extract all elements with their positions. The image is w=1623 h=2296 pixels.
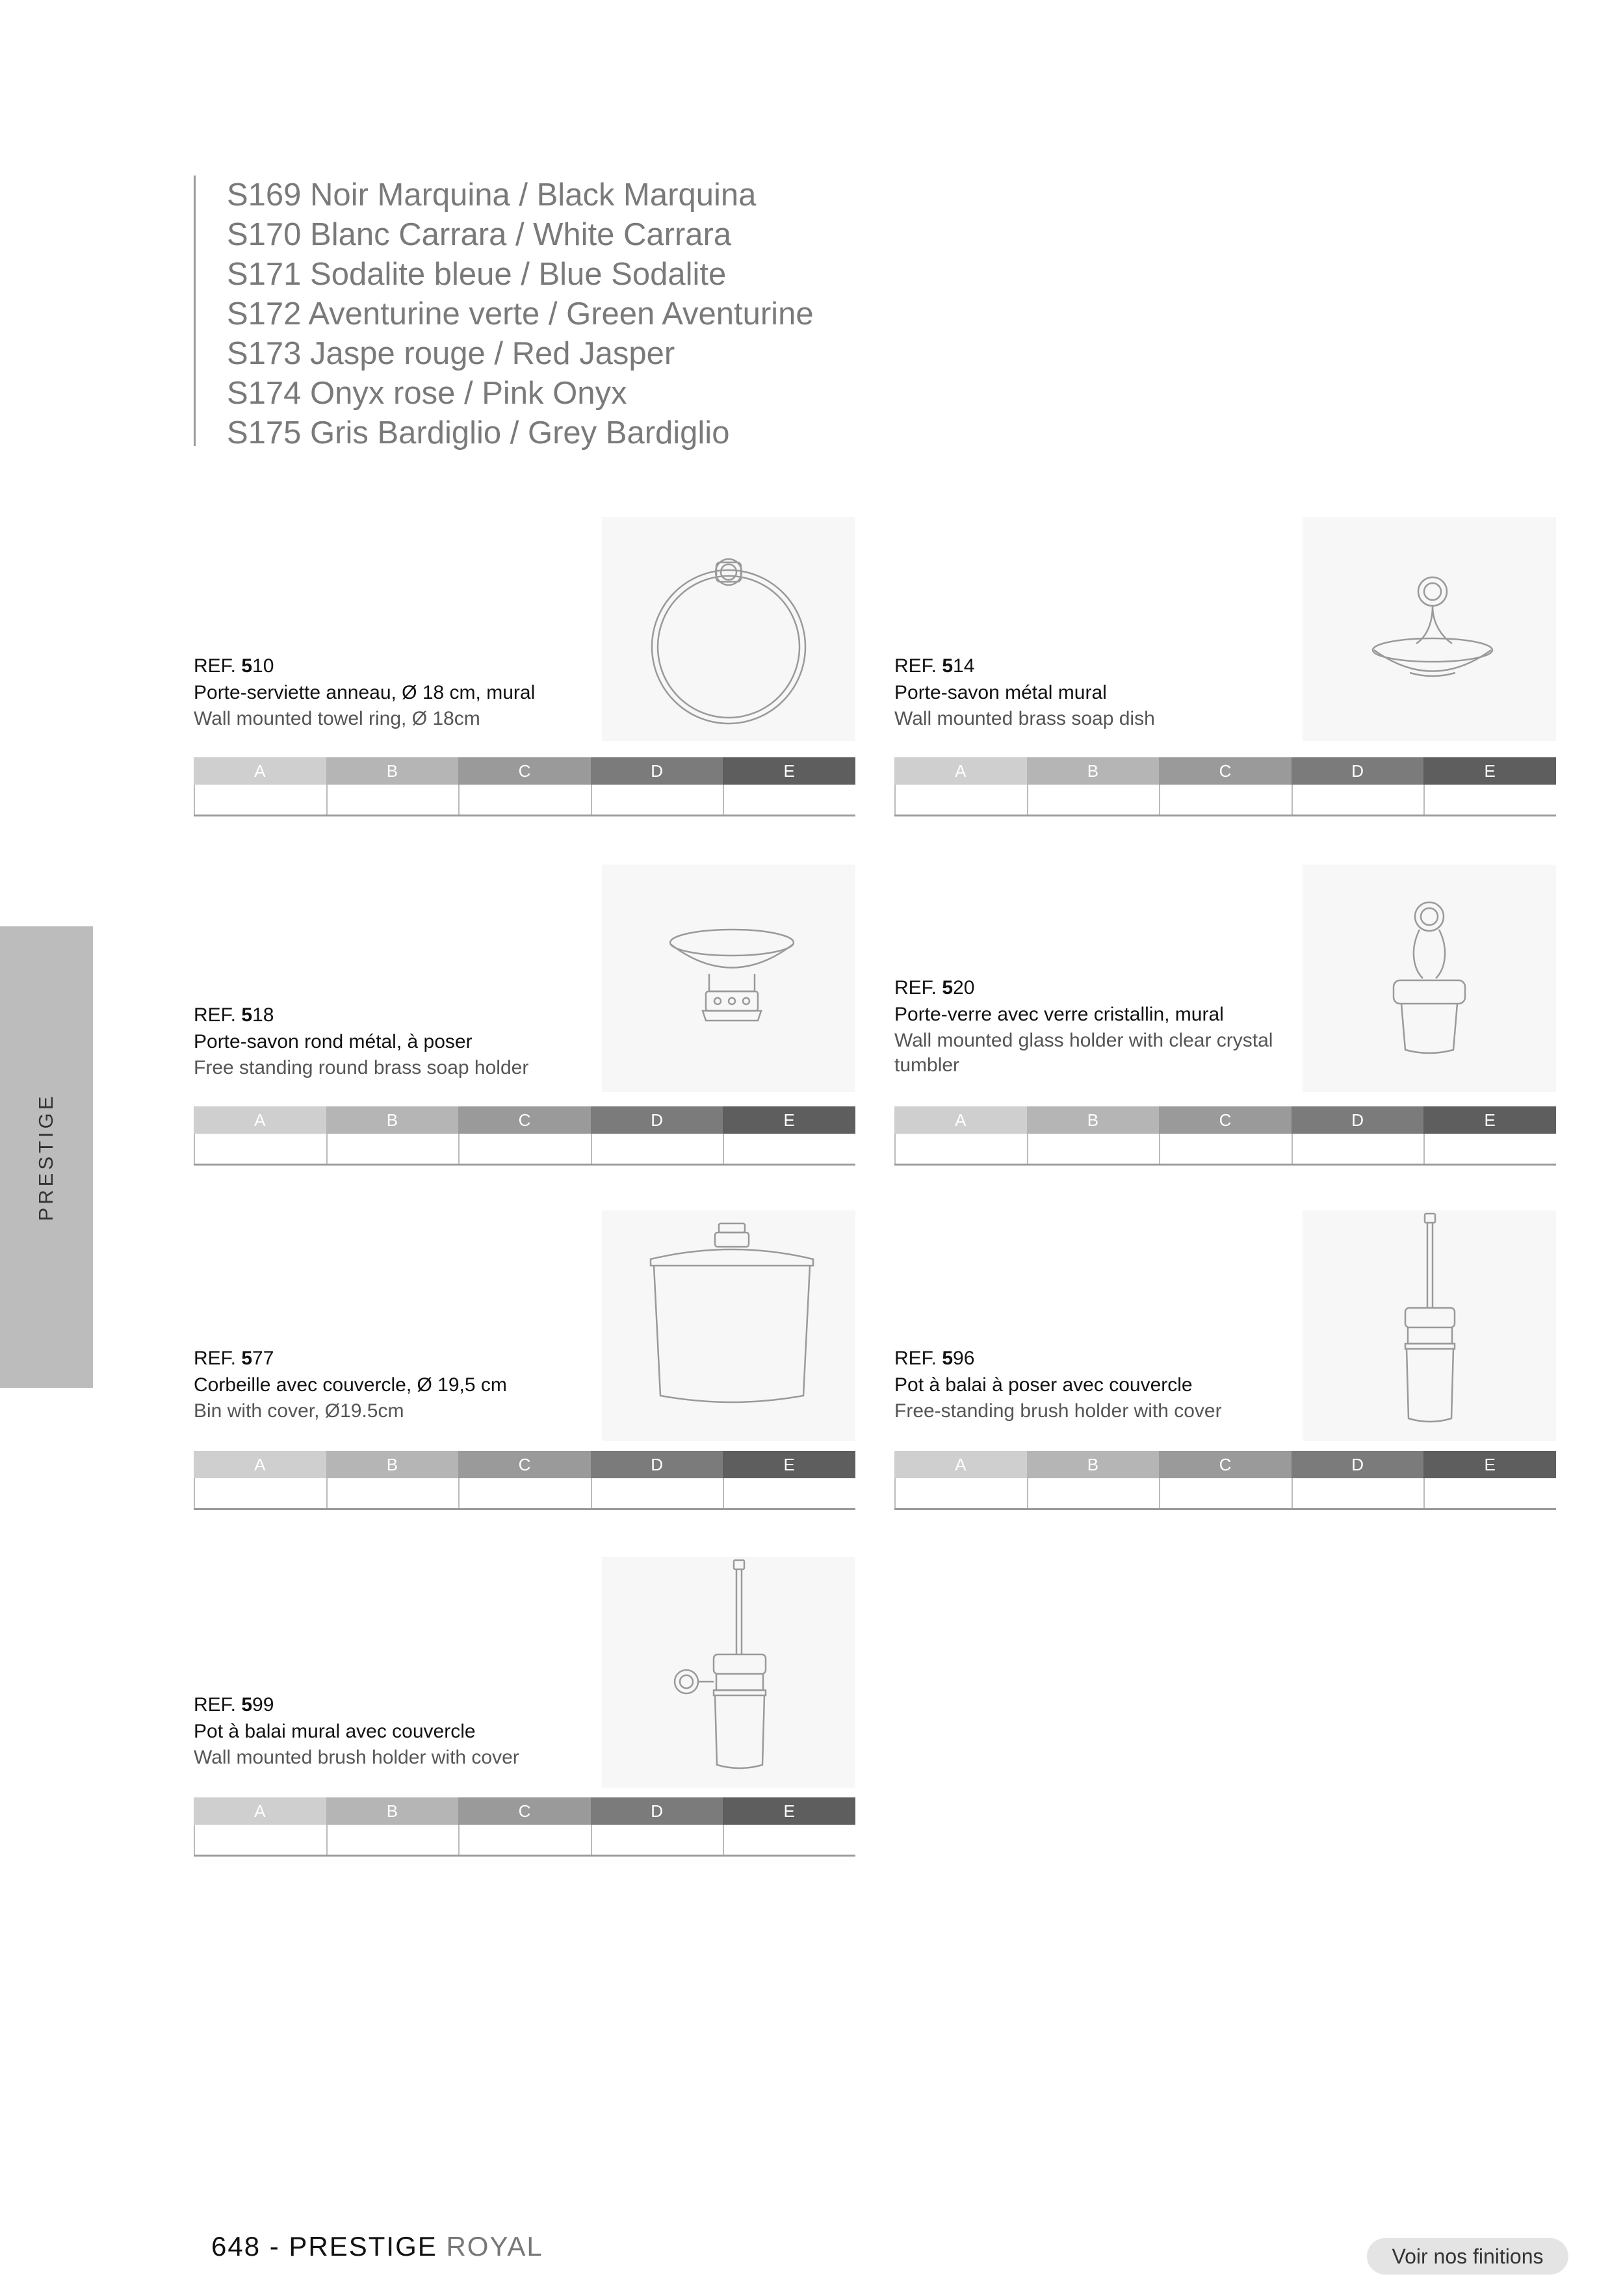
glass-holder-icon — [1303, 865, 1556, 1092]
grid-col-c: C — [1159, 1106, 1292, 1134]
page-footer-title: 648 - PRESTIGE ROYAL — [211, 2231, 543, 2262]
product-card — [894, 517, 1556, 816]
grid-col-c: C — [458, 1106, 591, 1134]
wall-soap-dish-icon — [1303, 517, 1556, 741]
grid-col-d: D — [591, 1797, 723, 1825]
grid-col-e: E — [1423, 1451, 1556, 1478]
standing-brush-holder-icon — [1303, 1210, 1556, 1441]
product-desc-fr: Porte-serviette anneau, Ø 18 cm, mural — [194, 682, 536, 703]
product-ref: REF. 518 — [194, 1004, 274, 1026]
product-ref: REF. 520 — [894, 977, 975, 998]
finish-item: S171 Sodalite bleue / Blue Sodalite — [227, 257, 727, 292]
product-desc-fr: Porte-savon rond métal, à poser — [194, 1031, 473, 1052]
grid-col-e: E — [723, 1797, 855, 1825]
product-image — [602, 865, 855, 1092]
grid-col-c: C — [458, 757, 591, 785]
grid-col-a: A — [194, 757, 326, 785]
product-desc-en: Wall mounted brush holder with cover — [194, 1747, 519, 1768]
finish-list — [194, 176, 814, 450]
product-image — [602, 1210, 855, 1441]
product-desc-en: Wall mounted towel ring, Ø 18cm — [194, 708, 480, 729]
grid-col-e: E — [723, 1451, 855, 1478]
grid-col-e: E — [1423, 1106, 1556, 1134]
view-finishes-button[interactable]: Voir nos finitions — [1367, 2238, 1568, 2275]
grid-col-a: A — [894, 1106, 1027, 1134]
grid-col-d: D — [591, 1106, 723, 1134]
product-card — [194, 865, 855, 1164]
grid-col-c: C — [458, 1451, 591, 1478]
product-image — [1303, 865, 1556, 1092]
product-desc-fr: Corbeille avec couvercle, Ø 19,5 cm — [194, 1374, 507, 1396]
grid-col-c: C — [458, 1797, 591, 1825]
product-desc-en: Wall mounted glass holder with clear crystal tumbler — [894, 1030, 1273, 1076]
product-ref: REF. 514 — [894, 655, 975, 677]
product-image — [602, 1557, 855, 1788]
product-desc-en: Free-standing brush holder with cover — [894, 1400, 1222, 1422]
product-desc-fr: Pot à balai mural avec couvercle — [194, 1721, 476, 1742]
product-ref: REF. 596 — [894, 1348, 975, 1369]
grid-col-a: A — [894, 757, 1027, 785]
product-desc-en: Wall mounted brass soap dish — [894, 708, 1155, 729]
product-desc-fr: Pot à balai à poser avec couvercle — [894, 1374, 1193, 1396]
bin-icon — [602, 1210, 855, 1441]
grid-col-b: B — [326, 1797, 459, 1825]
finish-item: S169 Noir Marquina / Black Marquina — [227, 177, 757, 213]
product-desc-fr: Porte-verre avec verre cristallin, mural — [894, 1004, 1224, 1025]
side-tab-label: PRESTIGE — [34, 1093, 57, 1221]
product-ref: REF. 599 — [194, 1694, 274, 1715]
side-tab — [0, 926, 93, 1388]
grid-col-e: E — [723, 1106, 855, 1134]
finish-item: S175 Gris Bardiglio / Grey Bardiglio — [227, 415, 730, 450]
product-desc-en: Free standing round brass soap holder — [194, 1057, 529, 1078]
product-card — [194, 517, 855, 816]
product-ref: REF. 577 — [194, 1348, 274, 1369]
product-card — [894, 1210, 1556, 1509]
standing-soap-dish-icon — [602, 865, 855, 1092]
grid-col-d: D — [1292, 1106, 1424, 1134]
finish-grid — [894, 757, 1556, 816]
product-card — [194, 1210, 855, 1509]
towel-ring-icon — [602, 517, 855, 741]
finish-grid — [194, 757, 855, 816]
grid-col-e: E — [1423, 757, 1556, 785]
wall-brush-holder-icon — [602, 1557, 855, 1788]
grid-col-d: D — [591, 757, 723, 785]
finish-item: S174 Onyx rose / Pink Onyx — [227, 376, 627, 411]
product-desc-fr: Porte-savon métal mural — [894, 682, 1107, 703]
finish-grid — [194, 1106, 855, 1166]
grid-col-c: C — [1159, 757, 1292, 785]
grid-col-d: D — [1292, 757, 1424, 785]
grid-col-d: D — [591, 1451, 723, 1478]
finish-item: S172 Aventurine verte / Green Aventurine — [227, 296, 814, 332]
grid-col-a: A — [894, 1451, 1027, 1478]
product-image — [1303, 1210, 1556, 1441]
grid-col-e: E — [723, 757, 855, 785]
finish-item: S170 Blanc Carrara / White Carrara — [227, 217, 732, 252]
product-desc-en: Bin with cover, Ø19.5cm — [194, 1400, 404, 1422]
grid-col-b: B — [1027, 757, 1160, 785]
product-card — [194, 1557, 855, 1856]
product-image — [602, 517, 855, 741]
grid-col-b: B — [326, 1451, 459, 1478]
grid-col-a: A — [194, 1451, 326, 1478]
grid-col-a: A — [194, 1797, 326, 1825]
grid-col-b: B — [326, 757, 459, 785]
finish-grid — [894, 1451, 1556, 1510]
grid-col-b: B — [326, 1106, 459, 1134]
product-ref: REF. 510 — [194, 655, 274, 677]
grid-col-c: C — [1159, 1451, 1292, 1478]
finish-item: S173 Jaspe rouge / Red Jasper — [227, 336, 675, 371]
product-image — [1303, 517, 1556, 741]
finish-grid — [194, 1797, 855, 1857]
finish-grid — [894, 1106, 1556, 1166]
grid-col-b: B — [1027, 1106, 1160, 1134]
finish-grid — [194, 1451, 855, 1510]
grid-col-b: B — [1027, 1451, 1160, 1478]
product-card — [894, 865, 1556, 1164]
grid-col-a: A — [194, 1106, 326, 1134]
grid-col-d: D — [1292, 1451, 1424, 1478]
